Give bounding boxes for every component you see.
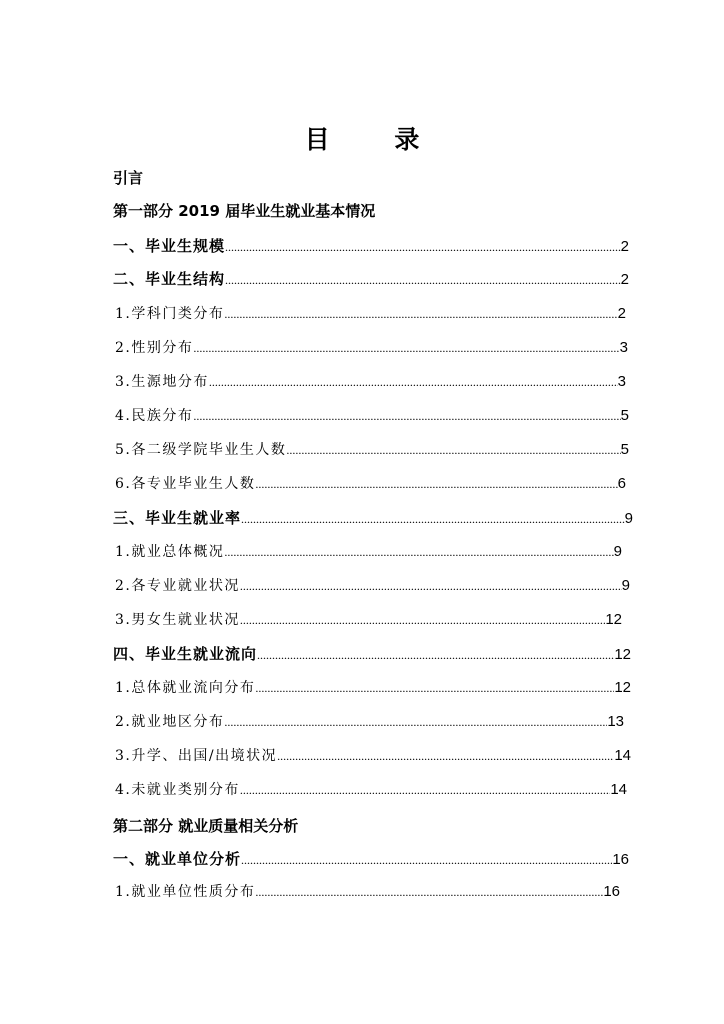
dot-leader — [193, 405, 620, 427]
toc-entry-further-study-abroad[interactable] — [115, 745, 631, 767]
toc-entry-label: 2.性别分布 — [115, 340, 194, 356]
toc-entry-label: 1.就业单位性质分布 — [115, 884, 256, 900]
toc-entry-page-number: 13 — [607, 713, 624, 730]
toc-entry-label: 引言 — [113, 169, 144, 187]
dot-leader — [257, 644, 614, 666]
toc-entry-page-number: 9 — [621, 577, 630, 594]
dot-leader — [255, 881, 603, 903]
toc-entry-employment-destination[interactable] — [113, 643, 631, 665]
toc-entry-label: 四、毕业生就业流向 — [113, 645, 258, 663]
toc-entry-label: 4.未就业类别分布 — [115, 782, 240, 798]
toc-entry-label: 1.学科门类分布 — [115, 306, 225, 322]
toc-entry-origin-distribution[interactable] — [115, 371, 626, 393]
toc-entry-label: 一、毕业生规模 — [113, 237, 226, 255]
dot-leader — [286, 439, 620, 461]
toc-entry-page-number: 5 — [620, 441, 629, 458]
toc-entry-employment-rate[interactable] — [113, 507, 633, 529]
toc-entry-label: 一、就业单位分析 — [113, 850, 242, 868]
toc-entry-page-number: 2 — [620, 238, 629, 255]
toc-entry-employer-analysis[interactable] — [113, 848, 629, 870]
toc-entry-page-number: 3 — [617, 373, 626, 390]
dot-leader — [241, 849, 612, 871]
toc-entry-label: 6.各专业毕业生人数 — [115, 476, 256, 492]
toc-entry-page-number: 16 — [612, 851, 629, 868]
toc-entry-page-number: 3 — [619, 339, 628, 356]
dot-leader — [255, 473, 617, 495]
dot-leader — [224, 711, 607, 733]
dot-leader — [240, 609, 605, 631]
toc-entry-intro[interactable] — [113, 167, 633, 189]
dot-leader — [225, 236, 621, 258]
toc-entry-destination-distribution[interactable] — [115, 677, 631, 699]
toc-entry-page-number: 16 — [603, 883, 620, 900]
dot-leader — [277, 745, 614, 767]
toc-entry-label: 二、毕业生结构 — [113, 270, 226, 288]
toc-entry-part-one[interactable] — [113, 200, 633, 222]
toc-entry-page-number: 12 — [614, 646, 631, 663]
toc-entry-label: 第二部分 就业质量相关分析 — [113, 817, 299, 835]
page-title: 目 录 — [304, 125, 448, 154]
toc-entry-page-number: 12 — [605, 611, 622, 628]
dot-leader — [255, 677, 614, 699]
dot-leader — [224, 303, 617, 325]
toc-entry-label: 2.就业地区分布 — [115, 714, 225, 730]
toc-entry-discipline-distribution[interactable] — [115, 303, 626, 325]
toc-entry-part-two[interactable] — [113, 815, 633, 837]
toc-entry-page-number: 9 — [624, 510, 633, 527]
toc-entry-page-number: 2 — [617, 305, 626, 322]
toc-entry-page-number: 9 — [613, 543, 622, 560]
toc-entry-label: 第一部分 2019 届毕业生就业基本情况 — [113, 202, 376, 220]
toc-entry-graduate-structure[interactable] — [113, 268, 629, 290]
toc-entry-label: 5.各二级学院毕业生人数 — [115, 442, 287, 458]
toc-entry-ethnic-distribution[interactable] — [115, 405, 629, 427]
dot-leader — [240, 779, 610, 801]
toc-entry-page-number: 14 — [610, 781, 627, 798]
toc-entry-page-number: 2 — [620, 271, 629, 288]
toc-entry-employer-nature[interactable] — [115, 881, 620, 903]
toc-entry-page-number: 6 — [617, 475, 626, 492]
toc-entry-label: 4.民族分布 — [115, 408, 194, 424]
toc-entry-graduate-scale[interactable] — [113, 235, 629, 257]
toc-entry-label: 3.升学、出国/出境状况 — [115, 748, 278, 764]
toc-entry-page-number: 14 — [614, 747, 631, 764]
toc-entry-label: 3.男女生就业状况 — [115, 612, 240, 628]
toc-entry-label: 三、毕业生就业率 — [113, 509, 242, 527]
toc-entry-label: 2.各专业就业状况 — [115, 578, 240, 594]
toc-entry-label: 3.生源地分布 — [115, 374, 209, 390]
toc-entry-employment-overview[interactable] — [115, 541, 622, 563]
toc-entry-college-graduates[interactable] — [115, 439, 629, 461]
dot-leader — [241, 508, 625, 530]
toc-entry-label: 1.就业总体概况 — [115, 544, 225, 560]
dot-leader — [193, 337, 619, 359]
dot-leader — [209, 371, 618, 393]
dot-leader — [225, 269, 621, 291]
toc-entry-major-employment[interactable] — [115, 575, 630, 597]
toc-entry-gender-employment[interactable] — [115, 609, 622, 631]
toc-entry-major-graduates[interactable] — [115, 473, 626, 495]
toc-entry-page-number: 5 — [620, 407, 629, 424]
toc-entry-label: 1.总体就业流向分布 — [115, 680, 256, 696]
dot-leader — [240, 575, 622, 597]
dot-leader — [224, 541, 613, 563]
toc-entry-page-number: 12 — [614, 679, 631, 696]
toc-entry-gender-distribution[interactable] — [115, 337, 628, 359]
toc-entry-region-distribution[interactable] — [115, 711, 624, 733]
toc-entry-unemployed-categories[interactable] — [115, 779, 627, 801]
